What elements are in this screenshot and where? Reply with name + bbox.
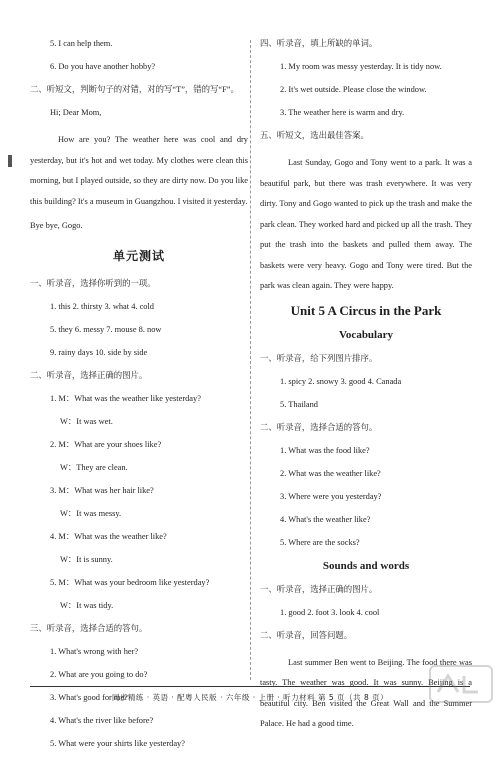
dialogue-line: 3. M：What was her hair like? <box>50 485 154 495</box>
item-line: 5. Where are the socks? <box>280 537 360 547</box>
item-line: 5. I can help them. <box>50 39 113 48</box>
dialogue-line: W：It was tidy. <box>60 600 114 610</box>
unit-title: Unit 5 A Circus in the Park <box>290 302 442 318</box>
item-line: 3. The weather here is warm and dry. <box>280 108 405 117</box>
letter-paragraph: How are you? The weather here was cool and dry yesterday, but it's hot and wet today. My clothes were clean this morning, but I played outside, so they are dirty now. Do you like this building? It's a museum in Guangzhou. I visited it yesterday. <box>30 135 248 206</box>
right-column <box>260 38 472 739</box>
dialogue-line: 2. M：What are your shoes like? <box>50 439 162 449</box>
item-line: 1. this 2. thirsty 3. what 4. cold <box>50 301 154 311</box>
letter-greeting: Hi; Dear Mom, <box>50 108 102 117</box>
sounds-words-heading: Sounds and words <box>322 559 410 572</box>
section-heading: 四、听录音，填上所缺的单词。 <box>260 39 378 48</box>
dialogue-line: W：It was wet. <box>60 416 113 426</box>
section-heading: 一、听录音，选择你听到的一项。 <box>30 278 156 288</box>
item-line: 4. What's the river like before? <box>50 715 154 725</box>
item-line: 1. My room was messy yesterday. It is tidy now. <box>280 62 442 71</box>
footer-rule <box>30 686 470 687</box>
item-line: 5. they 6. messy 7. mouse 8. now <box>50 324 162 334</box>
item-line: 3. Where were you yesterday? <box>280 491 382 501</box>
item-line: 1. What's wrong with her? <box>50 646 139 656</box>
dialogue-line: 4. M：What was the weather like? <box>50 531 167 541</box>
page-footer: 同步精练 · 英语 · 配粤人民版 · 六年级 · 上册 · 听力材料 第 5 页（共 8 页） <box>111 693 389 702</box>
story-paragraph: Last summer Ben went to Beijing. The food there was tasty. The weather was good. It was sunny. Beijing is a beautiful city. Ben visited the Great Wall and the Summer Palace. He had a good time. <box>260 657 472 728</box>
item-line: 1. What was the food like? <box>280 445 370 455</box>
section-heading: 五、听短文，选出最佳答案。 <box>260 131 369 140</box>
item-line: 4. What's the weather like? <box>280 514 371 524</box>
section-heading: 二、听录音，选择正确的图片。 <box>30 370 148 380</box>
dialogue-line: 5. M：What was your bedroom like yesterday? <box>50 577 210 587</box>
item-line: 1. good 2. foot 3. look 4. cool <box>280 607 380 617</box>
item-line: 5. What were your shirts like yesterday? <box>50 738 185 748</box>
item-line: 1. spicy 2. snowy 3. good 4. Canada <box>280 376 402 386</box>
item-line: 2. What was the weather like? <box>280 468 381 478</box>
left-column <box>30 38 248 761</box>
dialogue-line: W：It was messy. <box>60 508 122 518</box>
section-heading: 二、听录音，回答问题。 <box>260 630 353 640</box>
section-heading: 一、听录音，给下列图片排序。 <box>260 353 378 363</box>
item-line: 3. What's good for me? <box>50 692 128 702</box>
unit-test-heading: 单元测试 <box>112 248 165 263</box>
item-line: 6. Do you have another hobby? <box>50 62 156 71</box>
item-line: 2. It's wet outside. Please close the window. <box>280 85 427 94</box>
section-heading: 三、听录音，选择合适的答句。 <box>30 623 148 633</box>
letter-signoff: Bye bye, Gogo. <box>30 221 83 230</box>
margin-mark <box>8 155 12 167</box>
section-heading: 二、听短文，判断句子的对错，对的写“T”，错的写“F”。 <box>30 85 239 94</box>
dialogue-line: 1. M：What was the weather like yesterday? <box>50 393 201 403</box>
section-heading: 一、听录音，选择正确的图片。 <box>260 584 378 594</box>
story-paragraph: Last Sunday, Gogo and Tony went to a park. It was a beautiful park, but there was trash everywhere. It was very dirty. Tony and Gogo wanted to pick up the trash and make the park clean. They worked hard and picked up all the trash. They put the trash into the baskets and pulled them away. The baskets were very heavy. Gogo and Tony were tired. But the park was clean again. They were happy. <box>260 158 472 290</box>
vocabulary-heading: Vocabulary <box>339 328 393 341</box>
dialogue-line: W：It is sunny. <box>60 554 113 564</box>
section-heading: 二、听录音，选择合适的答句。 <box>260 422 378 432</box>
item-line: 2. What are you going to do? <box>50 669 148 679</box>
item-line: 9. rainy days 10. side by side <box>50 347 148 357</box>
column-divider <box>250 40 251 680</box>
item-line: 5. Thailand <box>280 399 318 409</box>
watermark-logo <box>428 664 494 704</box>
dialogue-line: W：They are clean. <box>60 462 128 472</box>
